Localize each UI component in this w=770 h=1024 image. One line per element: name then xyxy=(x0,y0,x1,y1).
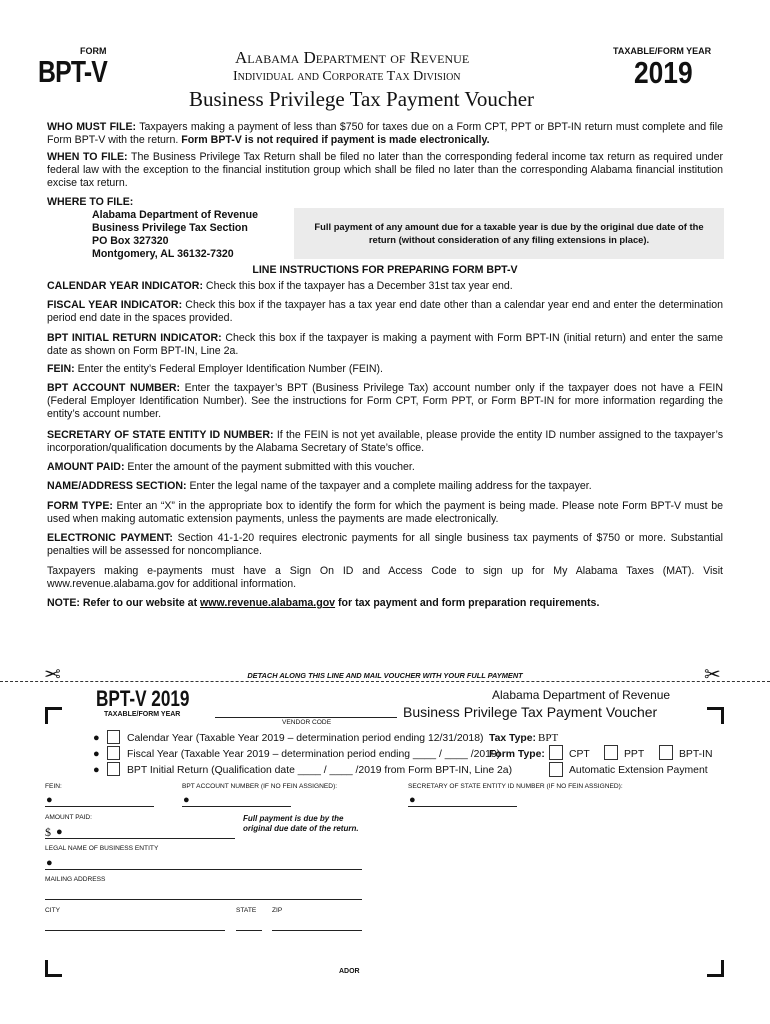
website-link[interactable]: www.revenue.alabama.gov xyxy=(200,597,336,609)
ppt-label: PPT xyxy=(624,749,645,760)
mailing-address-label: MAILING ADDRESS xyxy=(45,876,106,883)
voucher-dept: Alabama Department of Revenue xyxy=(492,688,671,702)
calendar-year-label: Calendar Year (Taxable Year 2019 – determination period ending 12/31/2018) xyxy=(127,733,484,744)
dollar-sign: $ xyxy=(45,825,51,839)
zip-field[interactable] xyxy=(272,930,362,931)
when-to-file xyxy=(47,151,723,190)
initial-return-help xyxy=(47,332,723,358)
registration-mark xyxy=(45,960,62,977)
voucher-taxable-label: TAXABLE/FORM YEAR xyxy=(104,711,181,718)
taxable-year-label: TAXABLE/FORM YEAR xyxy=(613,46,712,56)
bullet: ● xyxy=(56,826,63,838)
name-address-help xyxy=(47,480,723,493)
who-text: Taxpayers making a payment of less than $750 for taxes due on a Form CPT, PPT or BPT-IN return must complete and file Form BPT-V with the return. xyxy=(47,121,723,146)
sos-id-field[interactable] xyxy=(408,806,517,807)
address-line: Montgomery, AL 36132-7320 xyxy=(92,248,234,260)
initial-heading: BPT INITIAL RETURN INDICATOR: xyxy=(47,332,222,344)
calendar-heading: CALENDAR YEAR INDICATOR: xyxy=(47,280,203,292)
bpt-account-label: BPT ACCOUNT NUMBER (IF NO FEIN ASSIGNED): xyxy=(182,783,338,790)
cpt-label: CPT xyxy=(569,749,590,760)
initial-return-label: BPT Initial Return (Qualification date ____ / ____ /2019 from Form BPT-IN, Line 2a) xyxy=(127,765,513,776)
amount-paid-label: AMOUNT PAID: xyxy=(45,814,93,821)
voucher-subtitle: Business Privilege Tax Payment Voucher xyxy=(403,704,658,720)
vendor-code-line xyxy=(215,717,397,718)
amount-heading: AMOUNT PAID: xyxy=(47,461,125,473)
tax-year: 2019 xyxy=(634,55,693,90)
voucher-title: BPT-V 2019 xyxy=(96,686,190,711)
note-prefix: NOTE: Refer to our website at xyxy=(47,597,201,609)
legal-name-field[interactable] xyxy=(45,869,362,870)
scissors-icon: ✂ xyxy=(44,664,61,686)
when-text: The Business Privilege Tax Return shall be filed no later than the corresponding federal income tax return as required under federal law with the exception to the financial institution group which shall be filed no later than the corresponding Alabama financial institution excise tax return. xyxy=(47,151,723,189)
mat-help: Taxpayers making e-payments must have a Sign On ID and Access Code to sign up for My Alabama Taxes (MAT). Visit www.revenue.alabama.gov for additional information. xyxy=(47,565,723,590)
amount-paid-field[interactable] xyxy=(45,838,235,839)
electronic-payment-help xyxy=(47,532,723,558)
registration-mark xyxy=(707,707,724,724)
amount-paid-help xyxy=(47,461,723,474)
address-line: Alabama Department of Revenue xyxy=(92,209,259,221)
sos-text: If the FEIN is not yet available, please provide the entity ID number assigned to the taxpayer’s incorporation/qualification documents by the Alabama Secretary of State’s office. xyxy=(47,429,723,454)
full-payment-line2: original due date of the return. xyxy=(243,824,359,833)
ppt-checkbox[interactable] xyxy=(604,745,618,760)
city-label: CITY xyxy=(45,907,61,914)
tax-type-label: Tax Type: xyxy=(489,733,536,744)
fiscal-year-label: Fiscal Year (Taxable Year 2019 – determination period ending ____ / ____ /2019) xyxy=(127,749,501,760)
name-text: Enter the legal name of the taxpayer and a complete mailing address for the taxpayer. xyxy=(186,480,592,492)
page-title: Business Privilege Tax Payment Voucher xyxy=(189,87,535,111)
registration-mark xyxy=(45,707,62,724)
bpt-in-label: BPT-IN xyxy=(679,749,713,760)
name-heading: NAME/ADDRESS SECTION: xyxy=(47,480,187,492)
department-name: Alabama Department of Revenue xyxy=(235,48,470,67)
mailing-address-field[interactable] xyxy=(45,899,362,900)
full-payment-note xyxy=(243,814,359,834)
calendar-indicator-help xyxy=(47,280,723,293)
extension-label: Automatic Extension Payment xyxy=(569,765,708,776)
fiscal-year-checkbox[interactable] xyxy=(107,746,120,760)
due-date-notice: Full payment of any amount due for a taxable year is due by the original due date of the return (without consideration of any filing extensions in place). xyxy=(314,221,704,245)
bullet: ● xyxy=(46,857,53,869)
note-suffix: for tax payment and form preparation requirements. xyxy=(335,597,600,609)
detach-line xyxy=(0,681,770,682)
sos-id-label: SECRETARY OF STATE ENTITY ID NUMBER (IF NO FEIN ASSIGNED): xyxy=(408,783,623,790)
account-heading: BPT ACCOUNT NUMBER: xyxy=(47,382,181,394)
fein-label: FEIN: xyxy=(45,783,62,790)
scissors-icon: ✂ xyxy=(704,664,721,686)
vendor-code-label: VENDOR CODE xyxy=(282,719,332,726)
extension-checkbox[interactable] xyxy=(549,762,563,777)
account-number-help xyxy=(47,382,723,421)
bullet: ● xyxy=(183,794,190,806)
sos-id-help xyxy=(47,429,723,455)
legal-name-label: LEGAL NAME OF BUSINESS ENTITY xyxy=(45,845,159,852)
who-heading: WHO MUST FILE: xyxy=(47,121,137,133)
sos-heading: SECRETARY OF STATE ENTITY ID NUMBER: xyxy=(47,429,274,441)
when-heading: WHEN TO FILE: xyxy=(47,151,128,163)
fiscal-indicator-help xyxy=(47,299,723,325)
tax-type-value: BPT xyxy=(538,732,559,744)
zip-label: ZIP xyxy=(272,907,283,914)
amount-text: Enter the amount of the payment submitted with this voucher. xyxy=(124,461,415,473)
fein-help xyxy=(47,363,723,376)
electronic-text: Section 41-1-20 requires electronic payments for all single business tax payments of $750 or more. Substantial penalties will be assessed for noncompliance. xyxy=(47,532,723,557)
calendar-year-checkbox[interactable] xyxy=(107,730,120,744)
who-must-file xyxy=(47,121,723,147)
mailing-address-block xyxy=(92,209,258,261)
electronic-heading: ELECTRONIC PAYMENT: xyxy=(47,532,173,544)
website-note xyxy=(47,597,723,610)
fiscal-text: Check this box if the taxpayer has a tax year end date other than a calendar year end and enter the determination period end date in the spaces provided. xyxy=(47,299,724,324)
account-text: Enter the taxpayer’s BPT (Business Privilege Tax) account number only if the taxpayer does not have a FEIN (Federal Employer Identification Number). See the instructions for Form CPT, Form PPT, or Form BPT-IN for more information regarding the entity’s account number. xyxy=(47,382,723,420)
state-label: STATE xyxy=(236,907,257,914)
initial-return-checkbox[interactable] xyxy=(107,762,120,776)
form-type-label: Form Type: xyxy=(489,749,545,760)
fein-field[interactable] xyxy=(45,806,154,807)
form-code: BPT-V xyxy=(38,54,108,89)
ador-label: ADOR xyxy=(339,968,360,975)
line-instructions-title: LINE INSTRUCTIONS FOR PREPARING FORM BPT-V xyxy=(252,264,518,276)
division-name: Individual and Corporate Tax Division xyxy=(233,69,461,84)
form-type-help xyxy=(47,500,723,526)
registration-mark xyxy=(707,960,724,977)
calendar-text: Check this box if the taxpayer has a December 31st tax year end. xyxy=(202,280,513,292)
where-heading: WHERE TO FILE: xyxy=(47,196,134,208)
state-field[interactable] xyxy=(236,930,262,931)
who-bold-note: Form BPT-V is not required if payment is made electronically. xyxy=(181,134,490,146)
bpt-in-checkbox[interactable] xyxy=(659,745,673,760)
form-type-text: Enter an “X” in the appropriate box to identify the form for which the payment is being made. Please note Form BPT-V must be used when making automatic extension payments, unless the payments are made electronically. xyxy=(47,500,723,525)
city-field[interactable] xyxy=(45,930,225,931)
form-type-heading: FORM TYPE: xyxy=(47,500,113,512)
detach-instruction: DETACH ALONG THIS LINE AND MAIL VOUCHER WITH YOUR FULL PAYMENT xyxy=(247,671,523,680)
fein-text: Enter the entity’s Federal Employer Identification Number (FEIN). xyxy=(74,363,383,375)
fiscal-heading: FISCAL YEAR INDICATOR: xyxy=(47,299,183,311)
form-small-label: FORM xyxy=(80,46,107,56)
full-payment-line1: Full payment is due by the xyxy=(243,814,344,823)
bullet: ● xyxy=(409,794,416,806)
address-line: PO Box 327320 xyxy=(92,235,169,247)
bullet: ● xyxy=(93,748,100,760)
bullet: ● xyxy=(93,732,100,744)
bullet: ● xyxy=(93,764,100,776)
address-line: Business Privilege Tax Section xyxy=(92,222,248,234)
cpt-checkbox[interactable] xyxy=(549,745,563,760)
fein-heading: FEIN: xyxy=(47,363,75,375)
bullet: ● xyxy=(46,794,53,806)
bpt-account-field[interactable] xyxy=(182,806,291,807)
initial-text: Check this box if the taxpayer is making a payment with Form BPT-IN (initial return) and enter the same date as shown on Form BPT-IN, Line 2a. xyxy=(47,332,724,357)
